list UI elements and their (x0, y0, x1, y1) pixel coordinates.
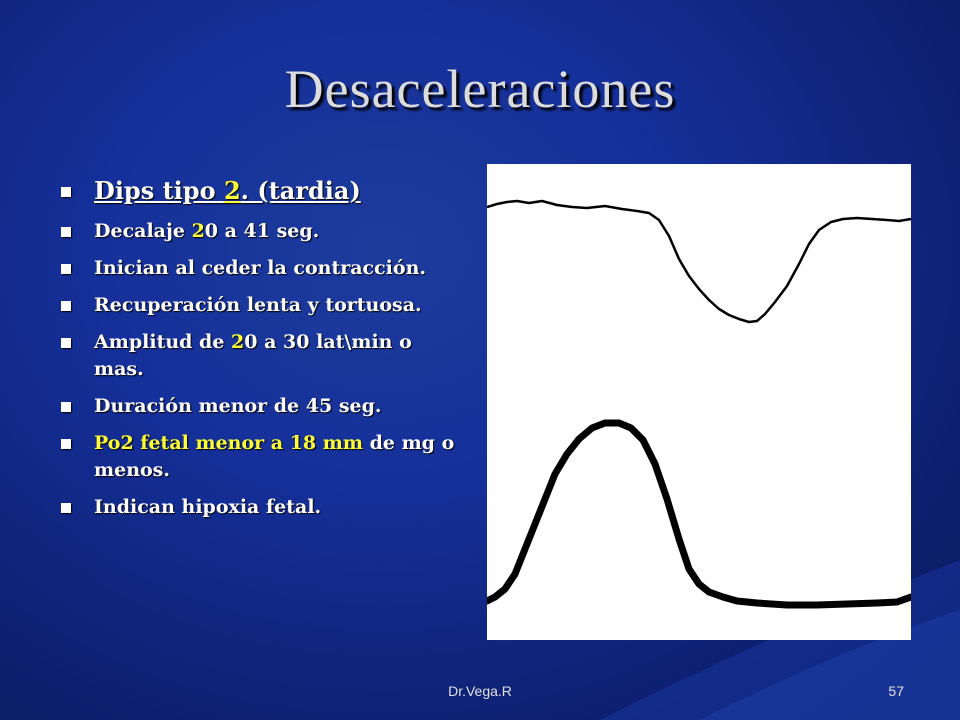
bullet-square-icon (61, 301, 71, 311)
bullet-square-icon (61, 227, 71, 237)
bullet-text: Dips tipo (94, 176, 224, 205)
bullet-text: de mg o menos. (94, 432, 455, 481)
bullet-square-icon (61, 503, 71, 513)
bullet-item (58, 494, 463, 521)
bullet-text: 2 (223, 176, 241, 205)
bullet-text: Indican hipoxia fetal. (94, 496, 322, 518)
bullet-text: . (tardia) (240, 176, 361, 205)
bullet-text: 2 (231, 331, 245, 353)
bullet-heading (58, 176, 463, 206)
bullet-item (58, 292, 463, 319)
bullet-item (58, 218, 463, 245)
bullet-square-icon (61, 264, 71, 274)
bullet-item (58, 329, 463, 383)
fetal-heart-rate-trace (487, 201, 911, 322)
bullet-item (58, 255, 463, 282)
bullet-text: Duración menor de 45 seg. (94, 395, 382, 417)
bullet-text: Inician al ceder la contracción. (94, 257, 426, 279)
bullet-text: 0 a 30 lat\min o mas. (94, 331, 412, 380)
bullet-square-icon (61, 187, 71, 197)
bullet-text: Amplitud de (94, 331, 232, 353)
bullet-text: Recuperación lenta y tortuosa. (94, 294, 422, 316)
fhr-tracing-chart (487, 164, 911, 640)
bullet-list (58, 176, 463, 531)
bullet-square-icon (61, 338, 71, 348)
page-number: 57 (888, 683, 904, 699)
slide-title: Desaceleraciones (284, 59, 676, 119)
bullet-text: 2 (191, 220, 205, 242)
bullet-text: 0 a 41 seg. (204, 220, 320, 242)
footer-author: Dr.Vega.R (448, 683, 512, 699)
bullet-text: Po2 fetal menor a 18 mm (94, 432, 363, 454)
bullet-item (58, 430, 463, 484)
bullet-item (58, 393, 463, 420)
fhr-tracing-panel (487, 164, 911, 640)
bullet-square-icon (61, 402, 71, 412)
uterine-contraction-trace (487, 423, 911, 605)
bullet-square-icon (61, 439, 71, 449)
bullet-text: Decalaje (94, 220, 192, 242)
